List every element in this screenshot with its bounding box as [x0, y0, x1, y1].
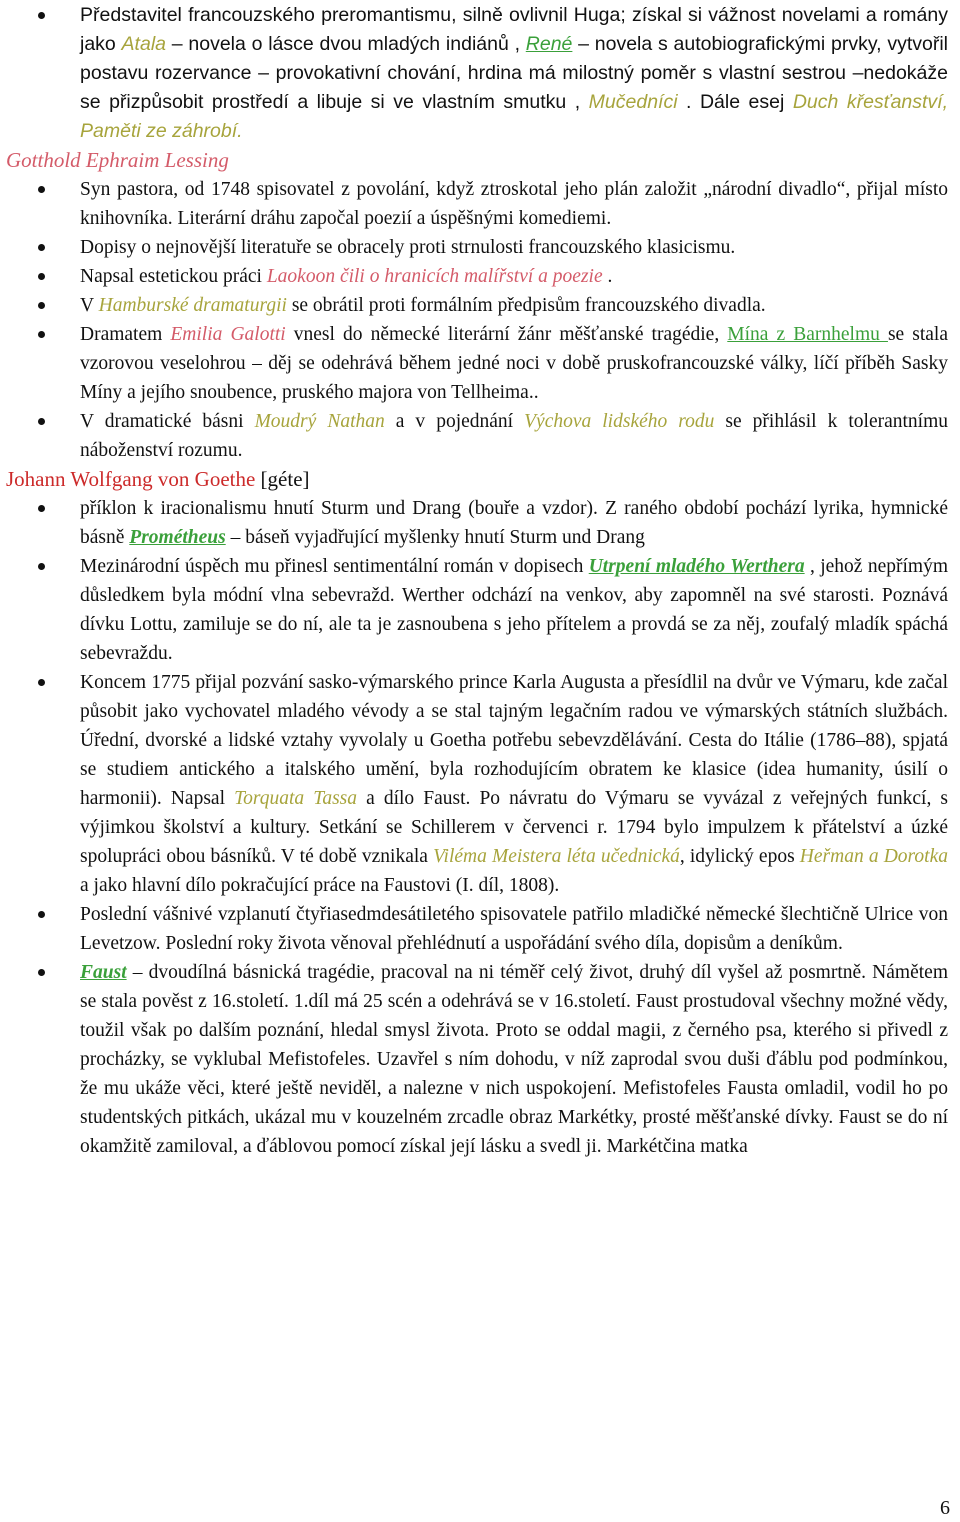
work-title: Torquata Tassa: [234, 788, 357, 809]
work-title: Heřman a Dorotka: [799, 846, 948, 867]
list-item: [0, 175, 960, 233]
text: – báseň vyjadřující myšlenky hnutí Sturm und Drang: [225, 527, 645, 548]
text: se stala vzorovou veselohrou – děj se odehrává během jedné noci v době pruskofrancouzské války, líčí příběh Sasky Míny a jejího snoubence, pruského majora von Tellheima..: [80, 324, 948, 403]
text: Syn pastora, od 1748 spisovatel z povolání, když ztroskotal jeho plán založit „národní divadlo“, přijal místo knihovníka. Literární dráhu započal poezií a úspěšnými komediemi.: [80, 179, 948, 229]
work-title: Mučedníci: [588, 91, 678, 113]
text: a v pojednání: [384, 411, 525, 432]
work-link[interactable]: Prométheus: [129, 527, 226, 548]
text: příklon k iracionalismu hnutí Sturm und Drang (bouře a vzdor). Z raného období pochází lyrika, hymnické básně: [80, 498, 948, 548]
section-heading-lessing: Gotthold Ephraim Lessing: [6, 148, 229, 172]
text: Mezinárodní úspěch mu přinesl sentimentální román v dopisech: [80, 556, 589, 577]
text: Dopisy o nejnovější literatuře se obracely proti strnulosti francouzského klasicismu.: [80, 237, 736, 258]
text: Napsal estetickou práci: [80, 266, 267, 287]
text: V dramatické básni: [80, 411, 255, 432]
list-item: [0, 900, 960, 958]
list-item: [0, 494, 960, 552]
text: Koncem 1775 přijal pozvání sasko-výmarského prince Karla Augusta a přesídlil na dvůr ve Výmaru, kde začal působit jako vychovatel mladého vévody a se stal tajným legačním radou ve výmarských státních službách. Úřední, dvorské a lidské vztahy vyvolaly u Goetha potřebu sebevzdělávání. Cesta do Itálie (1786–88), spjatá se studiem antického a italského umění, byla rozhodujícím obratem ke klasice (idea humanity, úsilí o harmonii). Napsal: [80, 672, 948, 809]
text: . Dále esej: [677, 91, 793, 113]
section-heading-goethe: [0, 465, 960, 494]
author-name: Johann Wolfgang von Goethe: [6, 467, 256, 491]
lessing-list: [0, 175, 960, 465]
text: a dílo Faust. Po návratu do Výmaru se vyvázal z veřejných funkcí, s výjimkou školství a kultury. Setkání se Schillerem v červenci r. 1794 bylo impulzem k přátelství a úzké spolupráci obou básníků. V té době vznikala: [80, 788, 948, 867]
page-number: 6: [940, 1497, 950, 1519]
text: Představitel francouzského preromantismu, silně ovlivnil Huga; získal si vážnost novelami a romány jako: [80, 4, 948, 55]
text: Poslední vášnivé vzplanutí čtyřiasedmdesátiletého spisovatele patřilo mladičké německé šlechtičně Ulrice von Levetzow. Poslední roky života věnoval přehlédnutí a uspořádání svého díla, dopisům a deníkům.: [80, 904, 948, 954]
work-title: Viléma Meistera léta učednická: [433, 846, 680, 867]
text: V: [80, 295, 99, 316]
list-item: [0, 1, 960, 146]
work-title: Moudrý Nathan: [254, 411, 385, 432]
text: , jehož nepřímým důsledkem byla módní vlna sebevražd. Werther odchází na venkov, aby zapomněl na své starosti. Poznává dívku Lottu, zamiluje se do ní, ale ta je zasnoubena s jeho přítelem a provdá se za něj, zoufalý mladík spáchá sebevraždu.: [80, 556, 948, 664]
text: vnesl do německé literární žánr měšťanské tragédie,: [285, 324, 728, 345]
list-item: [0, 552, 960, 668]
text: se přihlásil k tolerantnímu náboženství rozumu.: [80, 411, 948, 461]
pronunciation: [géte]: [255, 467, 310, 491]
text: a jako hlavní dílo pokračující práce na Faustovi (I. díl, 1808).: [80, 875, 560, 896]
text: – novela o lásce dvou mladých indiánů ,: [166, 33, 526, 55]
text: – novela s autobiografickými prvky, vytvořil postavu rozervance – provokativní chování, hrdina má milostný poměr s vlastní sestrou –nedokáže se přizpůsobit prostředí a libuje si ve vlastním smutku ,: [80, 33, 948, 113]
list-item: [0, 958, 960, 1161]
work-link[interactable]: Utrpení mladého Werthera: [588, 556, 805, 577]
text: Dramatem: [80, 324, 171, 345]
list-item: [0, 668, 960, 900]
list-item: [0, 407, 960, 465]
list-item: [0, 320, 960, 407]
goethe-list: [0, 494, 960, 1161]
work-link[interactable]: René: [525, 33, 573, 55]
work-link[interactable]: Mína z Barnhelmu: [727, 324, 888, 345]
work-title: Laokoon čili o hranicích malířství a poezie: [266, 266, 603, 287]
work-title: Emilia Galotti: [170, 324, 286, 345]
text: .: [602, 266, 613, 287]
list-item: [0, 291, 960, 320]
text: – dvoudílná básnická tragédie, pracoval na ni téměř celý život, druhý díl vyšel až posmrtně. Námětem se stala pověst z 16.století. 1.díl má 25 scén a odehrává se v 16.století. Faust prostudoval všechny možné vědy, toužil však po dalším poznání, hledal smysl života. Proto se oddal magii, z černého psa, kterého si přivedl z procházky, se vyklubal Mefistofeles. Uzavřel s ním dohodu, v níž zaprodal svou duši ďáblu pod podmínkou, že mu ukáže věci, které ještě neviděl, a nalezne v nich uspokojení. Mefistofeles Fausta omladil, vodil ho po studentských pitkách, ukázal mu v kouzelném zrcadle obraz Markétky, prosté měšťanské dívky. Faust se do ní okamžitě zamiloval, a ďáblovou pomocí získal její lásku a svedl ji. Markétčina matka: [80, 962, 948, 1157]
work-title: Atala: [121, 33, 166, 55]
work-title: Výchova lidského rodu: [524, 411, 715, 432]
work-title: Duch křesťanství, Paměti ze záhrobí.: [80, 91, 949, 142]
text: , idylický epos: [679, 846, 800, 867]
list-item: [0, 262, 960, 291]
work-link[interactable]: Faust: [80, 962, 127, 983]
work-title: Hamburské dramaturgii: [98, 295, 287, 316]
list-item: [0, 233, 960, 262]
prevost-list: [0, 1, 960, 146]
text: se obrátil proti formálním předpisům francouzského divadla.: [286, 295, 766, 316]
